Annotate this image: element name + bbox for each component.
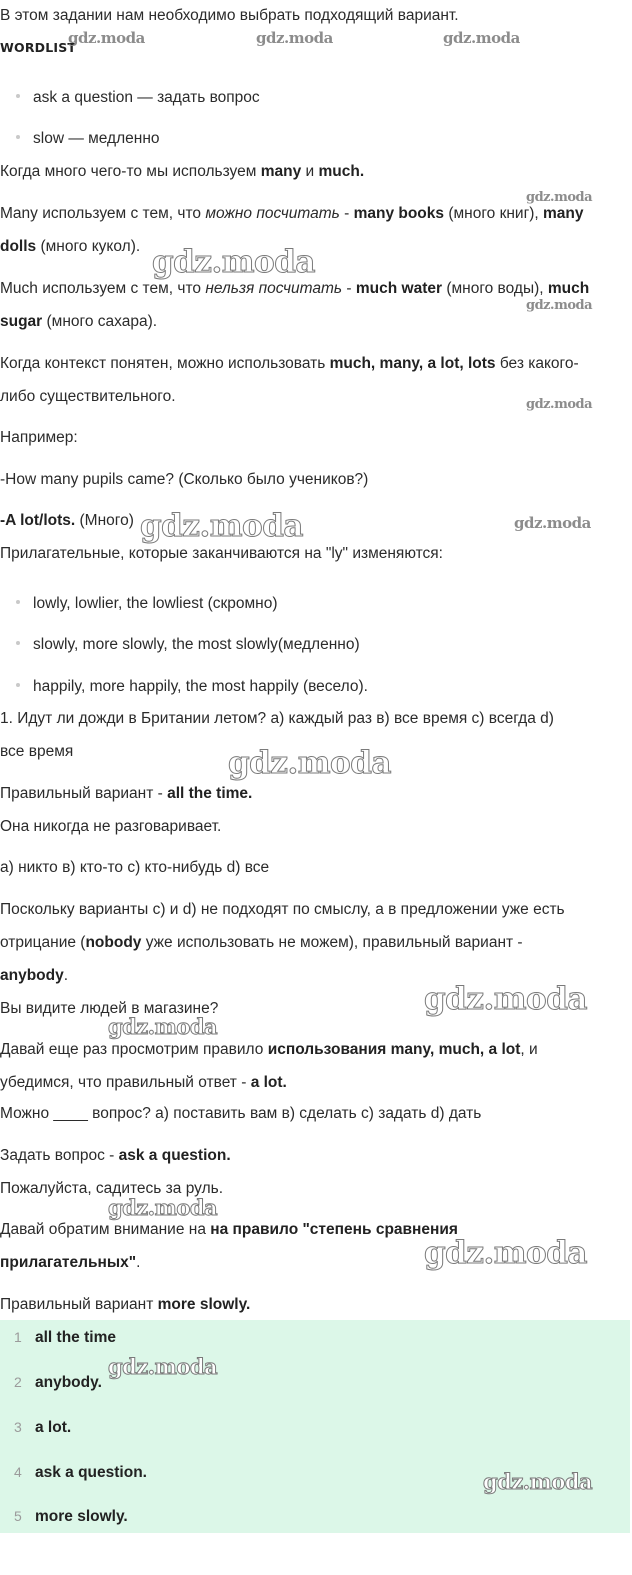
bullet-icon <box>16 641 20 645</box>
answer-item: 1 all the time <box>14 1329 116 1346</box>
watermark-logo: gdz.moda <box>526 397 593 412</box>
much-rule-line-2: sugar (много сахара). <box>0 313 158 330</box>
wordlist-heading: WORDLIST <box>0 40 77 55</box>
many-rule-line-1: Many используем с тем, что можно посчитать - many books (много книг), many <box>0 205 584 222</box>
q3-line-1: Вы видите людей в магазине? <box>0 1000 219 1017</box>
q4-line-2: Задать вопрос - ask a question. <box>0 1147 231 1164</box>
q5-line-4: Правильный вариант more slowly. <box>0 1296 251 1313</box>
rule-many-much: Когда много чего-то мы используем many и much. <box>0 163 365 180</box>
q1-line-1: 1. Идут ли дожди в Британии летом? a) каждый раз в) все время с) всегда d) <box>0 710 554 727</box>
q2-line-1: Она никогда не разговаривает. <box>0 818 222 835</box>
answers-box <box>0 1320 630 1533</box>
q5-line-2: Давай обратим внимание на на правило "степень сравнения <box>0 1221 458 1238</box>
watermark-logo: gdz.moda <box>108 1195 218 1220</box>
watermark-logo: gdz.moda <box>108 1014 218 1039</box>
watermark-logo: gdz.moda <box>256 29 333 47</box>
example-answer: -A lot/lots. (Много) <box>0 512 134 529</box>
example-question: -How many pupils came? (Сколько было учеников?) <box>0 471 369 488</box>
many-rule-line-2: dolls (много кукол). <box>0 238 141 255</box>
watermark-logo: gdz.moda <box>424 981 587 1017</box>
q1-answer: Правильный вариант - all the time. <box>0 785 253 802</box>
watermark-logo: gdz.moda <box>483 1469 593 1494</box>
example-label: Например: <box>0 429 78 446</box>
context-rule-line-2: либо существительного. <box>0 388 176 405</box>
q3-line-3: убедимся, что правильный ответ - a lot. <box>0 1074 287 1091</box>
q1-line-2: все время <box>0 743 74 760</box>
q2-line-3: Поскольку варианты c) и d) не подходят по смыслу, а в предложении уже есть <box>0 901 565 918</box>
adj-list-item: slowly, more slowly, the most slowly(медленно) <box>16 635 360 655</box>
answer-item: 5 more slowly. <box>14 1508 128 1525</box>
watermark-logo: gdz.moda <box>108 1354 218 1379</box>
adj-list-item: lowly, lowlier, the lowliest (скромно) <box>16 594 278 614</box>
watermark-logo: gdz.moda <box>526 190 593 205</box>
answer-item: 4 ask a question. <box>14 1464 147 1481</box>
q5-line-1: Пожалуйста, садитесь за руль. <box>0 1180 224 1197</box>
wordlist-item: ask a question — задать вопрос <box>16 88 260 108</box>
answer-item: 3 a lot. <box>14 1419 72 1436</box>
watermark-logo: gdz.moda <box>526 298 593 313</box>
adj-rule: Прилагательные, которые заканчиваются на "ly" изменяются: <box>0 545 443 562</box>
q2-line-5: anybody. <box>0 967 69 984</box>
bullet-icon <box>16 600 20 604</box>
q2-line-4: отрицание (nobody уже использовать не можем), правильный вариант - <box>0 934 523 951</box>
watermark-logo: gdz.moda <box>514 514 591 532</box>
watermark-logo: gdz.moda <box>152 244 315 280</box>
much-rule-line-1: Much используем с тем, что нельзя посчитать - much water (много воды), much <box>0 280 590 297</box>
answer-item: 2 anybody. <box>14 1374 102 1391</box>
bullet-icon <box>16 94 20 98</box>
context-rule-line-1: Когда контекст понятен, можно использовать much, many, a lot, lots без какого- <box>0 355 579 372</box>
watermark-logo: gdz.moda <box>68 29 145 47</box>
bullet-icon <box>16 683 20 687</box>
bullet-icon <box>16 135 20 139</box>
q5-line-3: прилагательных". <box>0 1254 141 1271</box>
wordlist-item: slow — медленно <box>16 129 160 149</box>
q3-line-2: Давай еще раз просмотрим правило использования many, much, a lot, и <box>0 1041 538 1058</box>
q4-line-1: Можно ____ вопрос? а) поставить вам в) сделать с) задать d) дать <box>0 1105 482 1122</box>
q2-line-2: а) никто в) кто-то с) кто-нибудь d) все <box>0 859 270 876</box>
watermark-logo: gdz.moda <box>140 508 303 544</box>
watermark-logo: gdz.moda <box>228 745 391 781</box>
watermark-logo: gdz.moda <box>424 1235 587 1271</box>
intro-text: В этом задании нам необходимо выбрать подходящий вариант. <box>0 7 459 24</box>
watermark-logo: gdz.moda <box>443 29 520 47</box>
adj-list-item: happily, more happily, the most happily (весело). <box>16 677 368 697</box>
